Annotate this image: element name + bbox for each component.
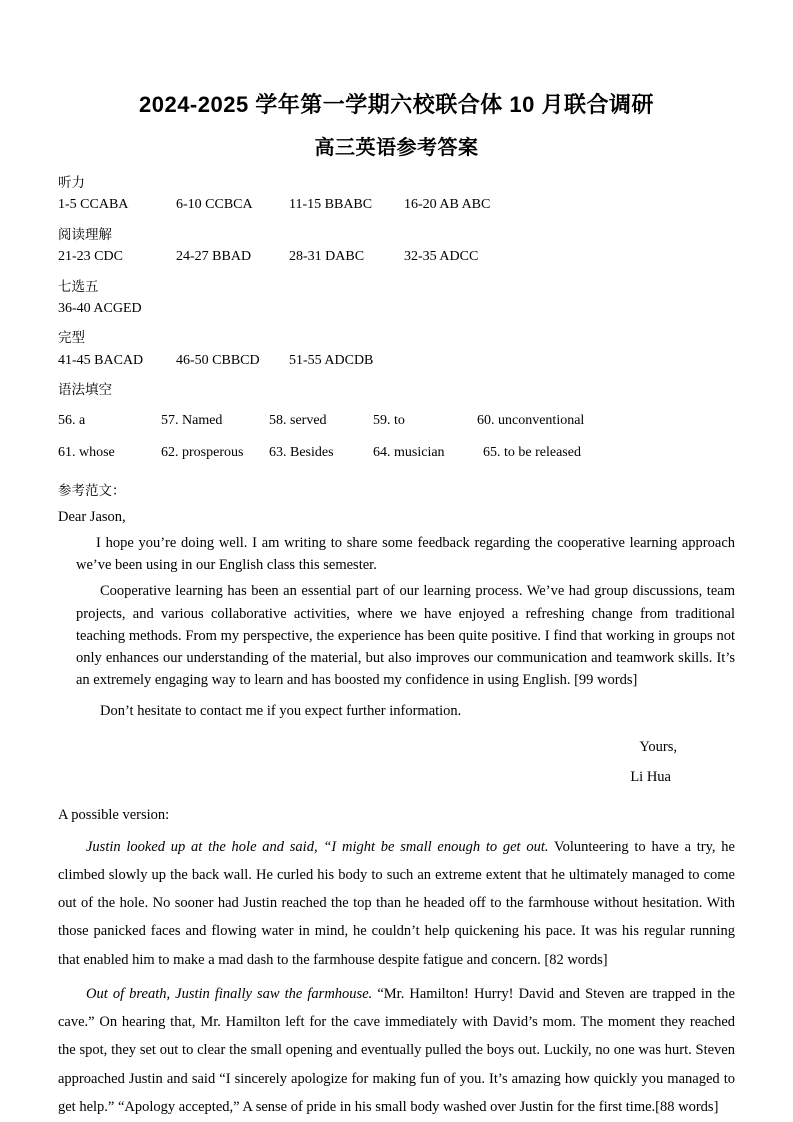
answer-cell: 46-50 CBBCD [176, 352, 260, 368]
story-paragraph-1 [58, 833, 735, 974]
page-subtitle: 高三英语参考答案 [314, 137, 479, 159]
letter-closing-line: Don’t hesitate to contact me if you expect further information. [100, 702, 462, 719]
section-heading-grammar-fill: 语法填空 [58, 382, 112, 398]
story-lead-sentence-2: Out of breath, Justin finally saw the farmhouse. [86, 985, 373, 1002]
grammar-row-2 [58, 443, 735, 463]
answer-cell: 51-55 ADCDB [289, 352, 374, 368]
answer-cell: 16-20 AB ABC [404, 197, 491, 213]
section-heading-cloze: 完型 [58, 330, 85, 346]
story-body-1: Volunteering to have a try, he climbed slowly up the back wall. He curled his body to such an extreme extent that he ultimately managed to come out of the hole. No sooner had Justin reached the top than he headed off to the farmhouse without hesitation. With those panicked faces and flowing water in mind, he couldn’t help quickening his pace. It was his regular running that enabled him to make a mad dash to the farmhouse despite fatigue and concern. [82 words] [58, 838, 735, 968]
story-paragraph-2 [58, 980, 735, 1121]
section-heading-listening: 听力 [58, 175, 85, 190]
grammar-cell: 56. a [58, 413, 86, 429]
section-heading-reading: 阅读理解 [58, 226, 112, 242]
section-heading-seven-choose-five: 七选五 [58, 278, 99, 294]
answer-cell: 24-27 BBAD [176, 249, 252, 265]
answer-row-listening [58, 195, 735, 215]
letter-paragraph-2: Cooperative learning has been an essential part of our learning process. We’ve had group discussions, team projects, and various collaborative activities, where we have enjoyed a refreshing change from traditional teaching methods. From my perspective, the experience has been quite positive. I find that working in groups not only enhances our understanding of the material, but also improves our communication and teamwork skills. It’s an extremely engaging way to learn and has boosted my confidence in using English. [99 words] [76, 583, 735, 688]
answer-cell: 21-23 CDC [58, 249, 123, 265]
grammar-cell: 57. Named [161, 413, 223, 429]
story-lead-sentence-1: Justin looked up at the hole and said, “I might be small enough to get out. [86, 838, 549, 855]
reference-essay-label: 参考范文： [58, 482, 126, 498]
story-body-2: “Mr. Hamilton! Hurry! David and Steven are trapped in the cave.” On hearing that, Mr. Hamilton left for the cave immediately with David’s mom. The moment they reached the spot, they set out to clear the small opening and eventually pulled the boys out. Luckily, no one was hurt. Steven approached Justin and said “I sincerely apologize for making fun of you. It’s amazing how quickly you managed to get help.” “Apology accepted,” A sense of pride in his small body washed over Justin for the first time.[88 words] [58, 985, 735, 1115]
answer-cell: 41-45 BACAD [58, 352, 144, 368]
grammar-cell: 65. to be released [483, 445, 581, 461]
grammar-cell: 59. to [373, 413, 405, 429]
grammar-cell: 62. prosperous [161, 445, 244, 461]
answer-cell: 6-10 CCBCA [176, 197, 253, 213]
letter-signature-name: Li Hua [630, 768, 671, 785]
letter-signoff: Yours, [639, 739, 677, 756]
grammar-cell: 60. unconventional [477, 413, 585, 429]
grammar-cell: 61. whose [58, 445, 115, 461]
letter-paragraph-1: I hope you’re doing well. I am writing to share some feedback regarding the cooperative learning approach we’ve been using in our English class this semester. [76, 535, 735, 574]
answer-row-seven-choose-five [58, 299, 735, 319]
answer-cell: 36-40 ACGED [58, 300, 142, 316]
grammar-row-1 [58, 411, 735, 431]
answer-row-cloze [58, 351, 735, 371]
title-block [58, 0, 735, 163]
page-title: 2024-2025 学年第一学期六校联合体 10 月联合调研 [138, 92, 655, 117]
answer-cell: 1-5 CCABA [58, 197, 129, 213]
grammar-cell: 58. served [269, 413, 327, 429]
grammar-cell: 63. Besides [269, 445, 334, 461]
answer-cell: 11-15 BBABC [289, 197, 373, 213]
grammar-cell: 64. musician [373, 445, 445, 461]
answer-cell: 32-35 ADCC [404, 249, 479, 265]
answer-row-reading [58, 247, 735, 267]
answer-cell: 28-31 DABC [289, 249, 365, 265]
letter-salutation: Dear Jason, [58, 508, 126, 525]
possible-version-label: A possible version: [58, 806, 170, 823]
